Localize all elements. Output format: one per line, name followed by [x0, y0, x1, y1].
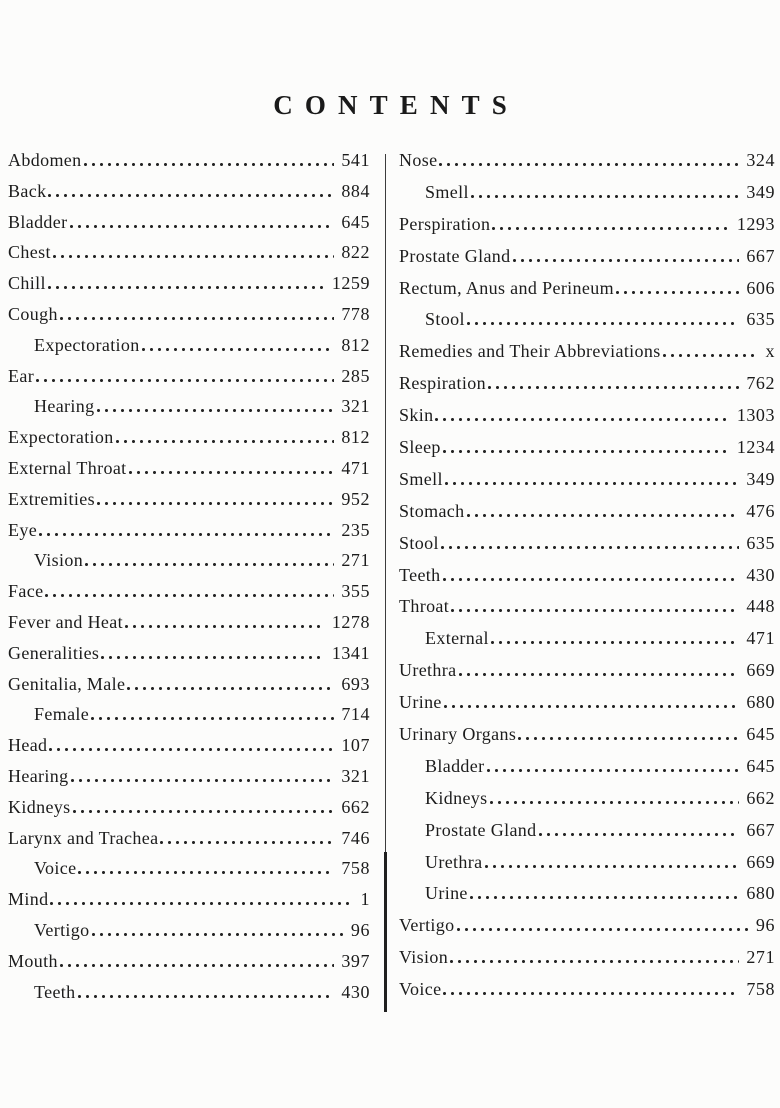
toc-entry-label: Urine — [399, 692, 442, 713]
leader-dots — [443, 450, 730, 453]
toc-entry[interactable] — [8, 520, 370, 551]
leader-dots — [441, 546, 740, 549]
toc-entry[interactable] — [8, 550, 370, 581]
toc-entry-label: Genitalia, Male — [8, 673, 126, 694]
toc-entry-page-number: 635 — [746, 532, 775, 553]
toc-entry-label: Voice — [399, 979, 442, 1000]
toc-entry-label: Vision — [399, 947, 449, 968]
leader-dots — [467, 514, 740, 517]
toc-entry-label: Nose — [399, 150, 438, 170]
leader-dots — [160, 841, 334, 844]
toc-entry[interactable] — [8, 797, 370, 828]
toc-entry-page-number: 324 — [746, 150, 775, 170]
toc-entry[interactable] — [399, 628, 775, 660]
toc-entry[interactable] — [8, 273, 370, 304]
toc-entry-page-number: 1293 — [736, 213, 775, 234]
toc-entry[interactable] — [8, 828, 370, 859]
leader-dots — [663, 354, 759, 357]
toc-entry-page-number: 476 — [746, 500, 775, 521]
toc-entry-label: Remedies and Their Abbreviations — [399, 341, 661, 362]
toc-entry-page-number: 397 — [341, 950, 370, 971]
toc-entry[interactable] — [8, 766, 370, 797]
leader-dots — [73, 810, 335, 813]
toc-entry[interactable] — [8, 674, 370, 705]
leader-dots — [485, 865, 740, 868]
toc-entry[interactable] — [8, 982, 370, 1013]
leader-dots — [490, 801, 740, 804]
leader-dots — [78, 995, 335, 998]
toc-entry-label: Smell — [399, 468, 443, 489]
toc-entry[interactable] — [8, 212, 370, 243]
toc-entry-label: Mouth — [8, 950, 58, 971]
toc-entry[interactable] — [8, 920, 370, 951]
toc-entry-page-number: 321 — [341, 765, 370, 786]
toc-entry[interactable] — [8, 396, 370, 427]
toc-entry-label: Prostate Gland — [399, 245, 511, 266]
toc-entry-page-number: 667 — [746, 819, 775, 840]
toc-entry[interactable] — [8, 150, 370, 181]
toc-entry-label: Stool — [399, 532, 439, 553]
toc-entry[interactable] — [8, 889, 370, 920]
leader-dots — [50, 902, 353, 905]
toc-entry-page-number: 1303 — [736, 405, 775, 426]
leader-dots — [45, 594, 334, 597]
toc-entry[interactable] — [399, 756, 775, 788]
toc-entry[interactable] — [399, 979, 775, 1011]
leader-dots — [439, 163, 739, 166]
leader-dots — [451, 609, 739, 612]
toc-entry-page-number: 746 — [341, 827, 370, 848]
toc-entry-page-number: 321 — [341, 396, 370, 417]
toc-entry-label: Bladder — [425, 755, 485, 776]
toc-entry-page-number: 285 — [341, 365, 370, 386]
toc-entry-page-number: 778 — [341, 303, 370, 324]
toc-entry-page-number: 645 — [341, 211, 370, 232]
toc-entry-label: Hearing — [8, 765, 69, 786]
toc-entry-page-number: 235 — [341, 519, 370, 540]
toc-entry-page-number: 662 — [746, 787, 775, 808]
leader-dots — [513, 259, 740, 262]
toc-entry-label: Face — [8, 581, 44, 602]
toc-entry-label: Vertigo — [399, 915, 455, 936]
toc-entry-label: Kidneys — [425, 787, 488, 808]
leader-dots — [127, 687, 334, 690]
toc-entry[interactable] — [399, 182, 775, 214]
leader-dots — [470, 896, 740, 899]
toc-entry-page-number: 430 — [746, 564, 775, 585]
toc-entry-label: Generalities — [8, 642, 100, 663]
toc-entry-page-number: 541 — [341, 150, 370, 170]
toc-entry-label: External — [425, 628, 489, 649]
toc-entry[interactable] — [8, 181, 370, 212]
toc-entry[interactable] — [399, 947, 775, 979]
toc-entry[interactable] — [8, 735, 370, 766]
toc-entry-label: Throat — [399, 596, 450, 617]
toc-entry-page-number: 1341 — [331, 642, 370, 663]
toc-column-right — [399, 150, 775, 1011]
leader-dots — [443, 992, 739, 995]
leader-dots — [459, 673, 740, 676]
toc-entry[interactable] — [8, 304, 370, 335]
toc-entry-label: Bladder — [8, 211, 68, 232]
toc-entry[interactable] — [399, 788, 775, 820]
leader-dots — [450, 960, 739, 963]
leader-dots — [129, 471, 335, 474]
toc-entry-page-number: 667 — [746, 245, 775, 266]
toc-entry-label: Expectoration — [8, 427, 114, 448]
leader-dots — [518, 737, 739, 740]
toc-entry[interactable] — [8, 704, 370, 735]
toc-entry-page-number: 662 — [341, 796, 370, 817]
toc-entry-label: Extremities — [8, 488, 95, 509]
toc-entry-label: Chill — [8, 273, 46, 294]
toc-entry-page-number: 812 — [341, 334, 370, 355]
toc-entry-label: Prostate Gland — [425, 819, 537, 840]
leader-dots — [471, 195, 740, 198]
leader-dots — [487, 769, 740, 772]
toc-entry-page-number: 635 — [746, 309, 775, 330]
toc-entry-page-number: 680 — [746, 883, 775, 904]
toc-entry-label: Urethra — [399, 660, 457, 681]
leader-dots — [616, 291, 739, 294]
toc-entry-label: Mind — [8, 889, 49, 910]
leader-dots — [36, 379, 334, 382]
leader-dots — [444, 705, 740, 708]
leader-dots — [84, 163, 335, 166]
toc-entry[interactable] — [399, 437, 775, 469]
toc-entry[interactable] — [399, 501, 775, 533]
toc-entry[interactable] — [399, 214, 775, 246]
toc-entry-page-number: 758 — [341, 858, 370, 879]
toc-entry-page-number: 448 — [746, 596, 775, 617]
toc-entry-label: Ear — [8, 365, 35, 386]
leader-dots — [125, 625, 325, 628]
toc-entry-label: External Throat — [8, 457, 127, 478]
toc-entry-page-number: 355 — [341, 581, 370, 602]
toc-entry-page-number: 645 — [746, 755, 775, 776]
toc-entry[interactable] — [399, 405, 775, 437]
toc-entry[interactable] — [8, 581, 370, 612]
toc-entry-label: Stool — [425, 309, 465, 330]
leader-dots — [435, 418, 729, 421]
toc-entry-page-number: 471 — [746, 628, 775, 649]
toc-entry[interactable] — [399, 373, 775, 405]
toc-entry[interactable] — [399, 278, 775, 310]
toc-entry[interactable] — [399, 660, 775, 692]
toc-entry-page-number: 430 — [341, 981, 370, 1002]
toc-entry-label: Eye — [8, 519, 38, 540]
toc-entry-label: Vision — [34, 550, 84, 571]
leader-dots — [443, 578, 740, 581]
leader-dots — [60, 317, 335, 320]
leader-dots — [71, 779, 335, 782]
leader-dots — [116, 440, 335, 443]
toc-entry-label: Smell — [425, 181, 469, 202]
toc-entry[interactable] — [399, 341, 775, 373]
toc-entry[interactable] — [399, 533, 775, 565]
toc-entry[interactable] — [8, 242, 370, 273]
leader-dots — [445, 482, 740, 485]
toc-entry[interactable] — [8, 427, 370, 458]
toc-entry[interactable] — [399, 565, 775, 597]
toc-entry-page-number: x — [765, 341, 775, 362]
toc-entry-label: Larynx and Trachea — [8, 827, 159, 848]
toc-entry-page-number: 96 — [755, 915, 775, 936]
toc-entry[interactable] — [399, 309, 775, 341]
toc-entry-page-number: 271 — [746, 947, 775, 968]
toc-entry-page-number: 1259 — [331, 273, 370, 294]
toc-entry-label: Rectum, Anus and Perineum — [399, 277, 614, 298]
leader-dots — [539, 833, 740, 836]
toc-entry[interactable] — [8, 489, 370, 520]
toc-entry-page-number: 693 — [341, 673, 370, 694]
toc-entry[interactable] — [399, 150, 775, 182]
leader-dots — [467, 322, 740, 325]
toc-entry-label: Teeth — [34, 981, 76, 1002]
toc-entry-page-number: 96 — [350, 919, 370, 940]
toc-entry-label: Vertigo — [34, 919, 90, 940]
toc-entry[interactable] — [8, 366, 370, 397]
leader-dots — [78, 871, 334, 874]
column-divider-rule — [384, 154, 387, 1012]
leader-dots — [85, 563, 334, 566]
toc-entry-label: Sleep — [399, 437, 441, 458]
leader-dots — [48, 194, 334, 197]
leader-dots — [91, 717, 334, 720]
leader-dots — [142, 348, 335, 351]
toc-entry-page-number: 1234 — [736, 437, 775, 458]
toc-entry-page-number: 762 — [746, 373, 775, 394]
toc-entry[interactable] — [8, 951, 370, 982]
toc-entry-page-number: 669 — [746, 660, 775, 681]
leader-dots — [48, 286, 325, 289]
toc-entry-label: Urine — [425, 883, 468, 904]
toc-entry-label: Kidneys — [8, 796, 71, 817]
leader-dots — [70, 225, 335, 228]
toc-entry-label: Respiration — [399, 373, 486, 394]
toc-entry[interactable] — [8, 458, 370, 489]
leader-dots — [491, 641, 740, 644]
toc-entry-page-number: 669 — [746, 851, 775, 872]
leader-dots — [60, 964, 335, 967]
toc-entry-page-number: 812 — [341, 427, 370, 448]
toc-entry-label: Hearing — [34, 396, 95, 417]
toc-entry-page-number: 471 — [341, 457, 370, 478]
toc-entry-label: Perspiration — [399, 213, 491, 234]
toc-entry-page-number: 758 — [746, 979, 775, 1000]
toc-entry-label: Urethra — [425, 851, 483, 872]
column-divider-thick-segment — [384, 852, 387, 1012]
toc-entry[interactable] — [399, 820, 775, 852]
leader-dots — [457, 928, 749, 931]
toc-entry-page-number: 606 — [746, 277, 775, 298]
leader-dots — [492, 227, 730, 230]
toc-entry[interactable] — [399, 883, 775, 915]
toc-entry[interactable] — [399, 246, 775, 278]
toc-entry-label: Head — [8, 735, 48, 756]
toc-entry-page-number: 349 — [746, 468, 775, 489]
toc-entry-page-number: 1278 — [331, 611, 370, 632]
toc-entry-label: Back — [8, 180, 47, 201]
toc-entry-label: Teeth — [399, 564, 441, 585]
toc-entry-label: Cough — [8, 303, 58, 324]
toc-entry[interactable] — [399, 852, 775, 884]
toc-entry[interactable] — [399, 915, 775, 947]
toc-entry-page-number: 680 — [746, 692, 775, 713]
column-divider-thin-segment — [385, 154, 387, 852]
toc-columns — [0, 150, 780, 1012]
toc-entry-label: Skin — [399, 405, 434, 426]
toc-column-left — [8, 150, 370, 1012]
toc-entry-label: Stomach — [399, 500, 465, 521]
toc-entry-page-number: 822 — [341, 242, 370, 263]
toc-entry-page-number: 714 — [341, 704, 370, 725]
toc-entry[interactable] — [399, 724, 775, 756]
leader-dots — [39, 533, 334, 536]
leader-dots — [97, 502, 334, 505]
toc-entry-page-number: 1 — [360, 889, 370, 910]
toc-entry[interactable] — [8, 858, 370, 889]
toc-entry-label: Urinary Organs — [399, 724, 517, 745]
toc-entry[interactable] — [399, 596, 775, 628]
toc-entry-page-number: 884 — [341, 180, 370, 201]
toc-entry-label: Voice — [34, 858, 77, 879]
toc-entry[interactable] — [8, 612, 370, 643]
page-title: CONTENTS — [273, 90, 519, 120]
toc-entry[interactable] — [399, 469, 775, 501]
leader-dots — [53, 255, 335, 258]
toc-entry-label: Abdomen — [8, 150, 82, 170]
toc-entry-page-number: 107 — [341, 735, 370, 756]
toc-entry-label: Expectoration — [34, 334, 140, 355]
toc-entry-page-number: 271 — [341, 550, 370, 571]
leader-dots — [101, 656, 325, 659]
leader-dots — [488, 386, 739, 389]
toc-entry-label: Chest — [8, 242, 51, 263]
toc-entry[interactable] — [8, 335, 370, 366]
leader-dots — [97, 409, 335, 412]
toc-entry[interactable] — [399, 692, 775, 724]
leader-dots — [49, 748, 334, 751]
toc-entry-label: Fever and Heat — [8, 611, 123, 632]
toc-entry[interactable] — [8, 643, 370, 674]
toc-entry-label: Female — [34, 704, 90, 725]
toc-entry-page-number: 349 — [746, 181, 775, 202]
leader-dots — [92, 933, 344, 936]
toc-entry-page-number: 645 — [746, 724, 775, 745]
toc-entry-page-number: 952 — [341, 488, 370, 509]
